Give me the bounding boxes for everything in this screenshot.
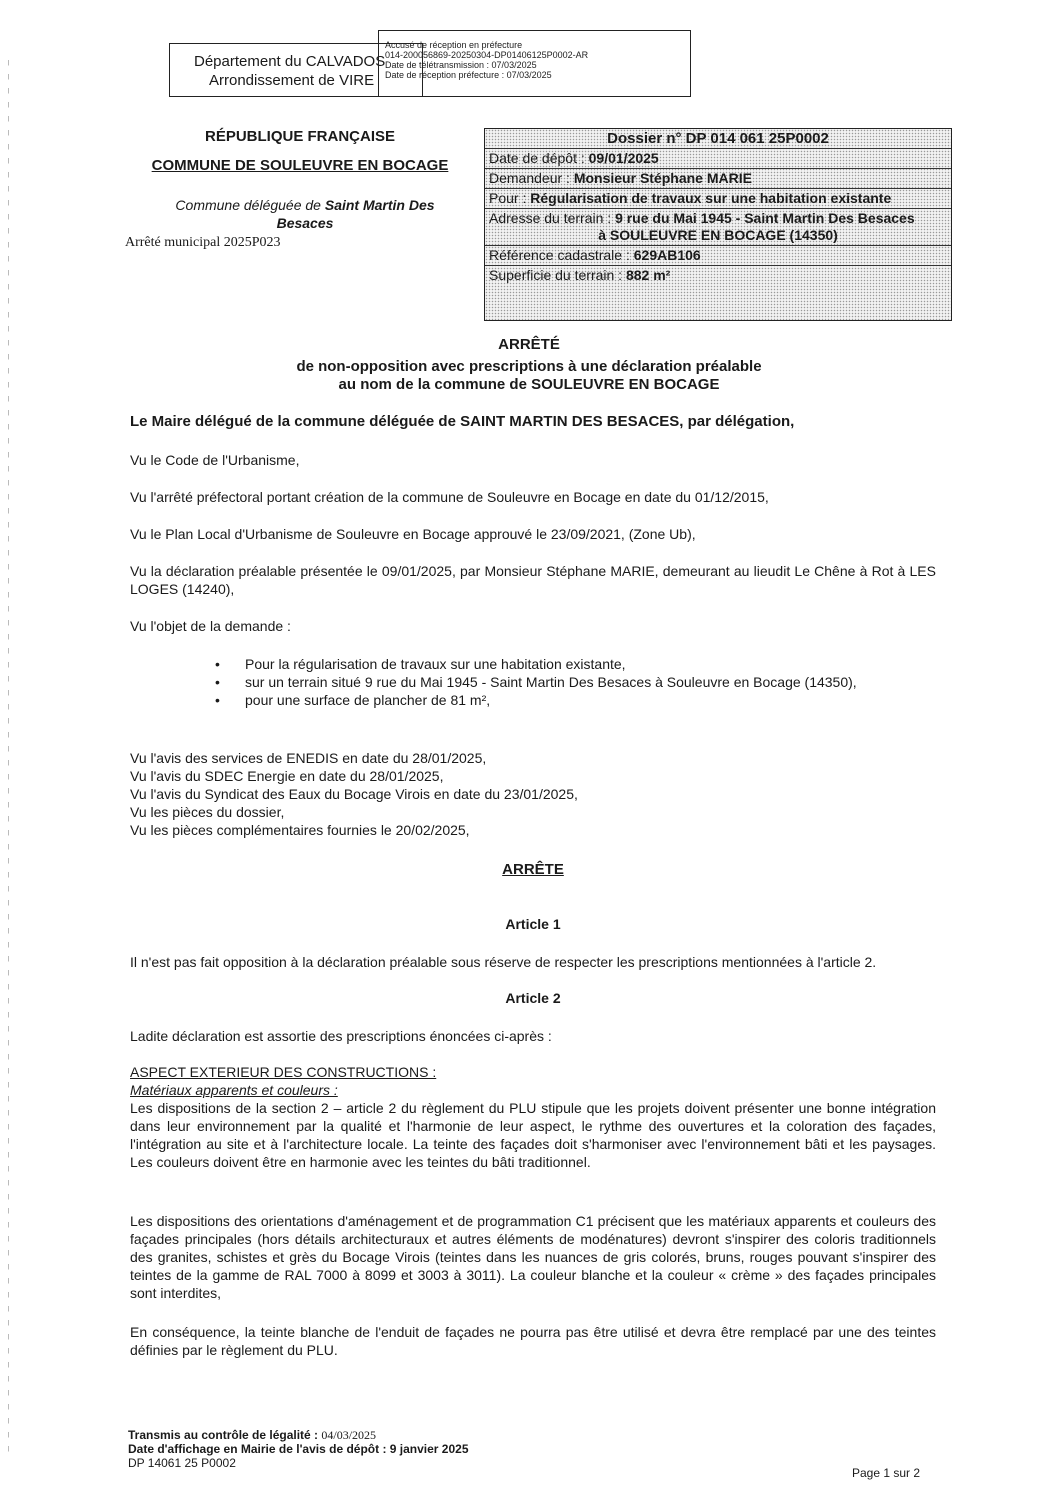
depot-label: Date de dépôt :	[489, 150, 589, 166]
list-item: Vu les pièces complémentaires fournies le 20/02/2025,	[130, 822, 470, 838]
article-2-intro: Ladite déclaration est assortie des prescriptions énoncées ci-après :	[130, 1028, 552, 1044]
depot-value: 09/01/2025	[588, 150, 659, 166]
cadastre-label: Référence cadastrale :	[489, 247, 634, 263]
republique-francaise: RÉPUBLIQUE FRANÇAISE	[204, 128, 395, 145]
vu-arrete-prefectoral: Vu l'arrêté préfectoral portant création de la commune de Souleuvre en Bocage en date du 01/12/2015,	[130, 489, 769, 505]
list-item: Vu l'avis du Syndicat des Eaux du Bocage Virois en date du 23/01/2025,	[130, 786, 578, 802]
list-item: Vu les pièces du dossier,	[130, 804, 285, 820]
dossier-cadastre	[485, 246, 951, 266]
vu-code-urbanisme: Vu le Code de l'Urbanisme,	[130, 452, 300, 468]
list-item: • sur un terrain situé 9 rue du Mai 1945 - Saint Martin Des Besaces à Souleuvre en Bocage (14350),	[215, 673, 936, 691]
vu-objet: Vu l'objet de la demande :	[130, 618, 291, 634]
article-1-title: Article 1	[505, 916, 561, 932]
vu-plu: Vu le Plan Local d'Urbanisme de Souleuvre en Bocage approuvé le 23/09/2021, (Zone Ub),	[130, 526, 696, 542]
objet-list	[215, 655, 936, 709]
subsection-title: Matériaux apparents et couleurs :	[130, 1082, 338, 1098]
transmis-label: Transmis au contrôle de légalité :	[128, 1428, 322, 1442]
superficie-value: 882 m²	[625, 267, 671, 283]
dossier-depot	[485, 149, 951, 169]
paragraph-3: En conséquence, la teinte blanche de l'enduit de façades ne pourra pas être utilisé et devra être remplacé par une des teintes définies par le règlement du PLU.	[130, 1324, 936, 1358]
arrondissement: Arrondissement de VIRE	[209, 72, 375, 89]
demandeur-label: Demandeur :	[489, 170, 574, 186]
arrete-subtitle-2: au nom de la commune de SOULEUVRE EN BOCAGE	[338, 376, 720, 393]
adresse-label: Adresse du terrain :	[489, 210, 616, 226]
paragraph-2: Les dispositions des orientations d'aménagement et de programmation C1 précisent que les matériaux apparents et couleurs des façades principales (hors détails architecturaux et autres éléments de modénatures) devront s'inspirer des coloris traditionnels des granites, schistes et grès du Bocage Virois (teintes dans les nuances de gris colorés, bruns, rouges pouvant s'inspirer des teintes de la gamme de RAL 7000 à 8099 et 3003 à 3011). La couleur blanche et la couleur « crème » des façades principales sont interdites,	[130, 1213, 936, 1301]
arrete-title: ARRÊTÉ	[498, 336, 560, 353]
footer-reference: DP 14061 25 P0002	[128, 1456, 236, 1470]
departement: Département du CALVADOS	[194, 53, 386, 70]
accuse-line: Date de réception préfecture : 07/03/2025	[385, 70, 552, 80]
vu-declaration: Vu la déclaration préalable présentée le 09/01/2025, par Monsieur Stéphane MARIE, demeurant au lieudit Le Chêne à Rot à LES LOGES (14240),	[130, 563, 936, 597]
list-item: • pour une surface de plancher de 81 m²,	[215, 691, 936, 709]
dossier-superficie	[485, 266, 951, 285]
section-title: ASPECT EXTERIEUR DES CONSTRUCTIONS :	[130, 1064, 437, 1080]
accuse-line: 014-200056869-20250304-DP01406125P0002-AR	[385, 50, 589, 60]
dossier-adresse	[485, 209, 951, 246]
deleguee-prefix: Commune déléguée de	[175, 197, 325, 213]
page-number: Page 1 sur 2	[852, 1466, 921, 1480]
paragraph-1: Les dispositions de la section 2 – article 2 du règlement du PLU stipule que les projets doivent présenter une bonne intégration dans leur environnement par la qualité et l'harmonie de leur aspect, le rythme des ouvertures et la coloration des façades, l'intégration au site et à l'architecture locale. La teinte des façades doit s'harmoniser avec l'environnement bâti et les paysages. Les couleurs doivent être en harmonie avec les teintes du bâti traditionnel.	[130, 1100, 936, 1170]
article-2-title: Article 2	[505, 990, 561, 1006]
arrete-subtitle-1: de non-opposition avec prescriptions à une déclaration préalable	[296, 358, 762, 375]
arrete-subtitle	[120, 358, 938, 394]
maire-delegue: Le Maire délégué de la commune déléguée de SAINT MARTIN DES BESACES, par délégation,	[130, 413, 795, 430]
list-item: • Pour la régularisation de travaux sur une habitation existante,	[215, 655, 936, 673]
footer-affichage: Date d'affichage en Mairie de l'avis de dépôt : 9 janvier 2025	[128, 1442, 469, 1456]
transmis-date: 04/03/2025	[321, 1428, 377, 1442]
arrete-heading: ARRÊTE	[502, 861, 564, 878]
accuse-line: Accusé de réception en préfecture	[385, 40, 523, 50]
deleguee-name: Saint Martin Des Besaces	[276, 197, 435, 231]
accuse-line: Date de télétransmission : 07/03/2025	[385, 60, 537, 70]
commune-deleguee	[150, 196, 460, 232]
adresse-value-2: à SOULEUVRE EN BOCAGE (14350)	[598, 227, 838, 243]
list-item: Vu l'avis du SDEC Energie en date du 28/01/2025,	[130, 768, 444, 784]
commune-name: COMMUNE DE SOULEUVRE EN BOCAGE	[151, 157, 449, 174]
pour-value: Régularisation de travaux sur une habitation existante	[530, 190, 892, 206]
list-item: Vu l'avis des services de ENEDIS en date du 28/01/2025,	[130, 750, 487, 766]
vu-avis-list	[130, 749, 578, 839]
accuse-reception-stamp	[378, 30, 691, 97]
footer	[128, 1428, 469, 1470]
dossier-box	[484, 128, 952, 321]
pour-label: Pour :	[489, 190, 531, 206]
cadastre-value: 629AB106	[633, 247, 701, 263]
footer-transmis	[128, 1428, 469, 1442]
superficie-label: Superficie du terrain :	[489, 267, 626, 283]
scan-margin-marks	[8, 60, 9, 1460]
dossier-pour	[485, 189, 951, 209]
article-1-text: Il n'est pas fait opposition à la déclaration préalable sous réserve de respecter les prescriptions mentionnées à l'article 2.	[130, 954, 877, 970]
dossier-demandeur	[485, 169, 951, 189]
demandeur-value: Monsieur Stéphane MARIE	[573, 170, 752, 186]
adresse-value-1: 9 rue du Mai 1945 - Saint Martin Des Besaces	[615, 210, 915, 226]
arrete-municipal-number: Arrêté municipal 2025P023	[125, 235, 281, 250]
dossier-title: Dossier n° DP 014 061 25P0002	[485, 129, 951, 149]
